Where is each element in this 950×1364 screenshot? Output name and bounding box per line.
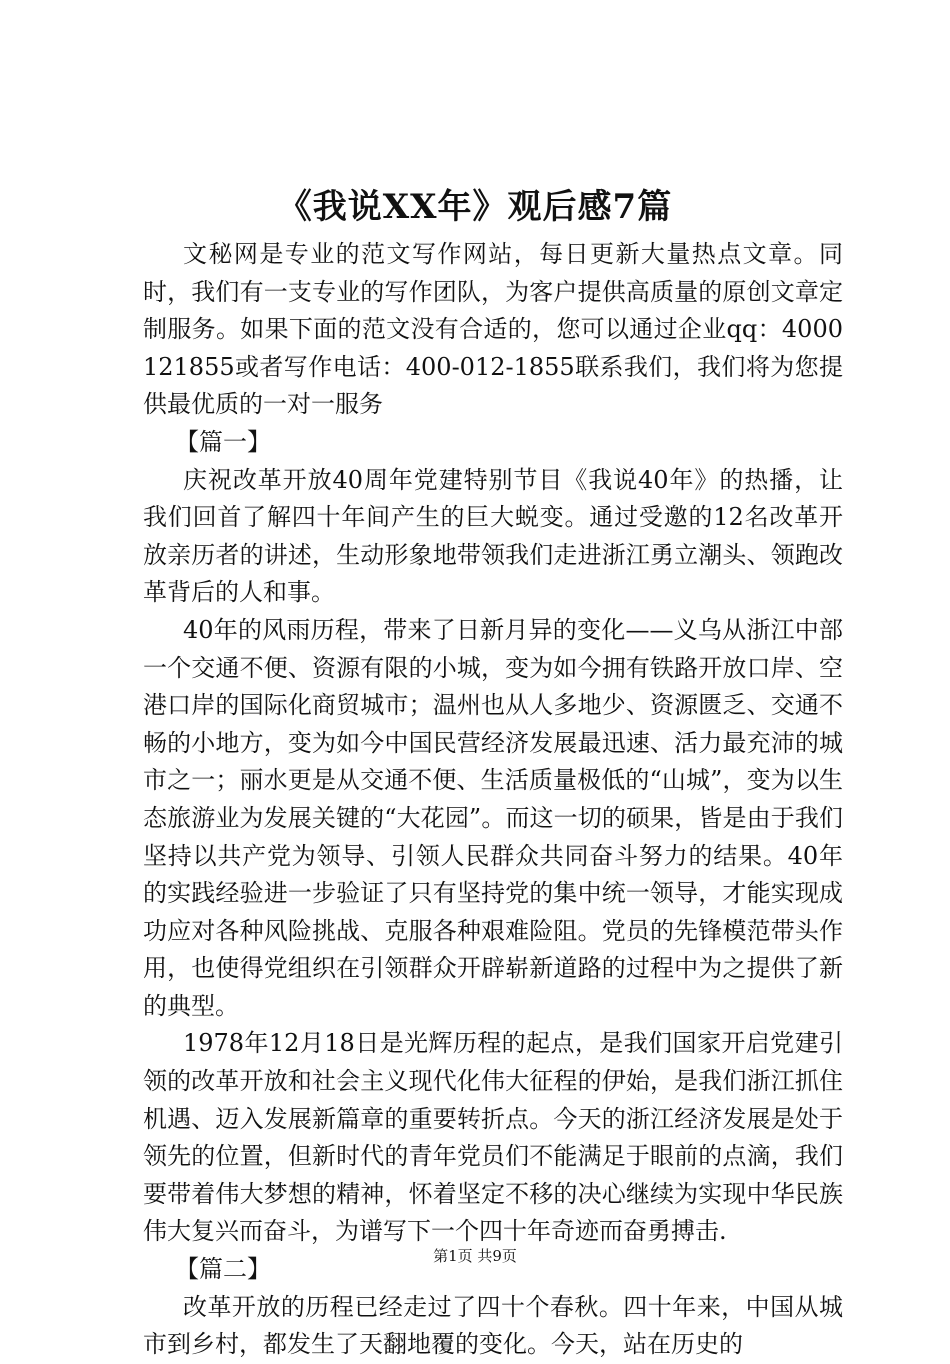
paragraph: 改革开放的历程已经走过了四十个春秋。四十年来，中国从城市到乡村，都发生了天翻地覆的变化。今天，站在历史的 xyxy=(143,1292,843,1359)
page-number: 第1页 共9页 xyxy=(433,1247,517,1265)
intro-paragraph: 文秘网是专业的范文写作网站，每日更新大量热点文章。同时，我们有一支专业的写作团队，为客户提供高质量的原创文章定制服务。如果下面的范文没有合适的，您可以通过企业qq：4000121855或者写作电话：400-012-1855联系我们，我们将为您提供最优质的一对一服务 xyxy=(143,240,843,419)
paragraph: 庆祝改革开放40周年党建特别节目《我说40年》的热播，让我们回首了解四十年间产生的巨大蜕变。通过受邀的12名改革开放亲历者的讲述，生动形象地带领我们走进浙江勇立潮头、领跑改革背后的人和事。 xyxy=(143,465,843,607)
section-heading-1: 【篇一】 xyxy=(175,427,271,456)
section-heading-2: 【篇二】 xyxy=(175,1255,271,1284)
document-body xyxy=(143,236,843,1364)
document-title: 《我说XX年》观后感7篇 xyxy=(277,187,673,227)
paragraph: 40年的风雨历程，带来了日新月异的变化——义乌从浙江中部一个交通不便、资源有限的小城，变为如今拥有铁路开放口岸、空港口岸的国际化商贸城市；温州也从人多地少、资源匮乏、交通不畅的小地方，变为如今中国民营经济发展最迅速、活力最充沛的城市之一；丽水更是从交通不便、生活质量极低的“山城”，变为以生态旅游业为发展关键的“大花园”。而这一切的硕果，皆是由于我们坚持以共产党为领导、引领人民群众共同奋斗努力的结果。40年的实践经验进一步验证了只有坚持党的集中统一领导，才能实现成功应对各种风险挑战、克服各种艰难险阻。党员的先锋模范带头作用，也使得党组织在引领群众开辟崭新道路的过程中为之提供了新的典型。 xyxy=(143,615,843,1020)
paragraph: 1978年12月18日是光辉历程的起点，是我们国家开启党建引领的改革开放和社会主义现代化伟大征程的伊始，是我们浙江抓住机遇、迈入发展新篇章的重要转折点。今天的浙江经济发展是处于领先的位置，但新时代的青年党员们不能满足于眼前的点滴，我们要带着伟大梦想的精神，怀着坚定不移的决心继续为实现中华民族伟大复兴而奋斗，为谱写下一个四十年奇迹而奋勇搏击. xyxy=(143,1029,843,1246)
